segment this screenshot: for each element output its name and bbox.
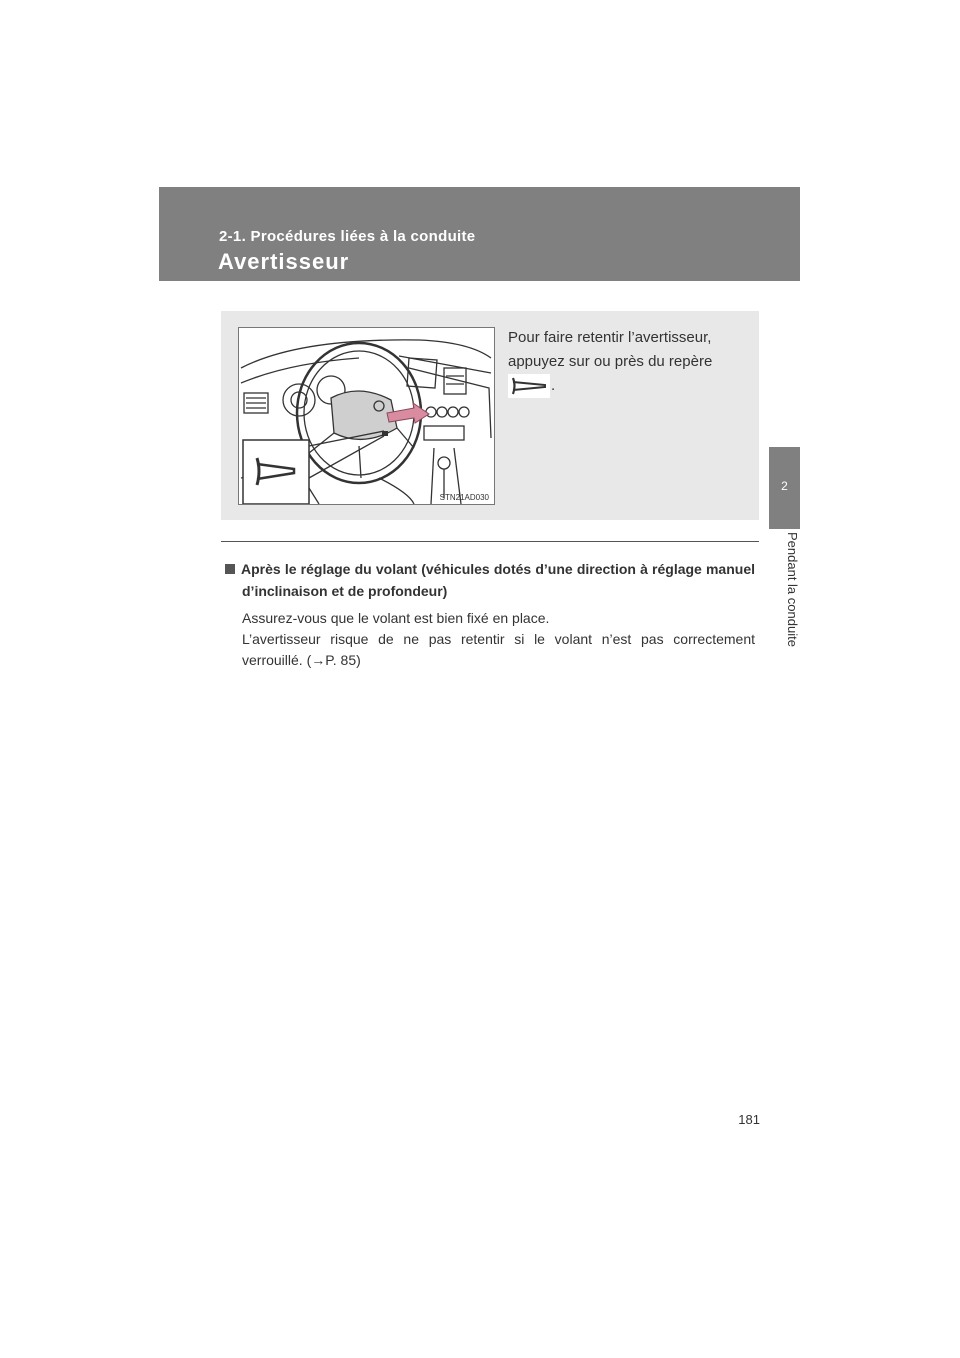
steering-wheel-illustration (238, 327, 495, 505)
note-line-1: Assurez-vous que le volant est bien fixé en place. (242, 610, 550, 626)
figure-panel (221, 311, 759, 520)
caption-line-3 (508, 374, 753, 398)
caption-line-2: appuyez sur ou près du repère (508, 353, 713, 370)
caption-line-1: Pour faire retentir l’avertisseur, (508, 329, 712, 346)
chapter-header (159, 187, 800, 281)
steering-wheel-drawing (239, 328, 494, 504)
note-block (225, 558, 755, 671)
chapter-tab-number: 2 (781, 479, 788, 493)
chapter-tab-label: Pendant la conduite (785, 532, 800, 647)
note-line-2: L’avertisseur risque de ne pas retentir si le volant n’est pas correctement verrouillé. (→P. 85) (242, 631, 755, 668)
horn-icon (508, 374, 550, 398)
note-title (225, 558, 755, 602)
note-body (225, 608, 755, 671)
chapter-tab[interactable] (769, 447, 800, 529)
square-bullet-icon (225, 564, 235, 574)
note-title-text: Après le réglage du volant (véhicules dotés d’une direction à réglage manuel d’inclinaison et de profondeur) (241, 561, 755, 599)
section-label: 2-1. Procédures liées à la conduite (219, 228, 476, 245)
caption-end: . (551, 377, 556, 394)
page-title: Avertisseur (218, 249, 350, 274)
figure-caption (508, 326, 753, 398)
section-divider (221, 541, 759, 542)
page-number: 181 (738, 1112, 760, 1127)
figure-code: STN21AD030 (439, 493, 489, 502)
